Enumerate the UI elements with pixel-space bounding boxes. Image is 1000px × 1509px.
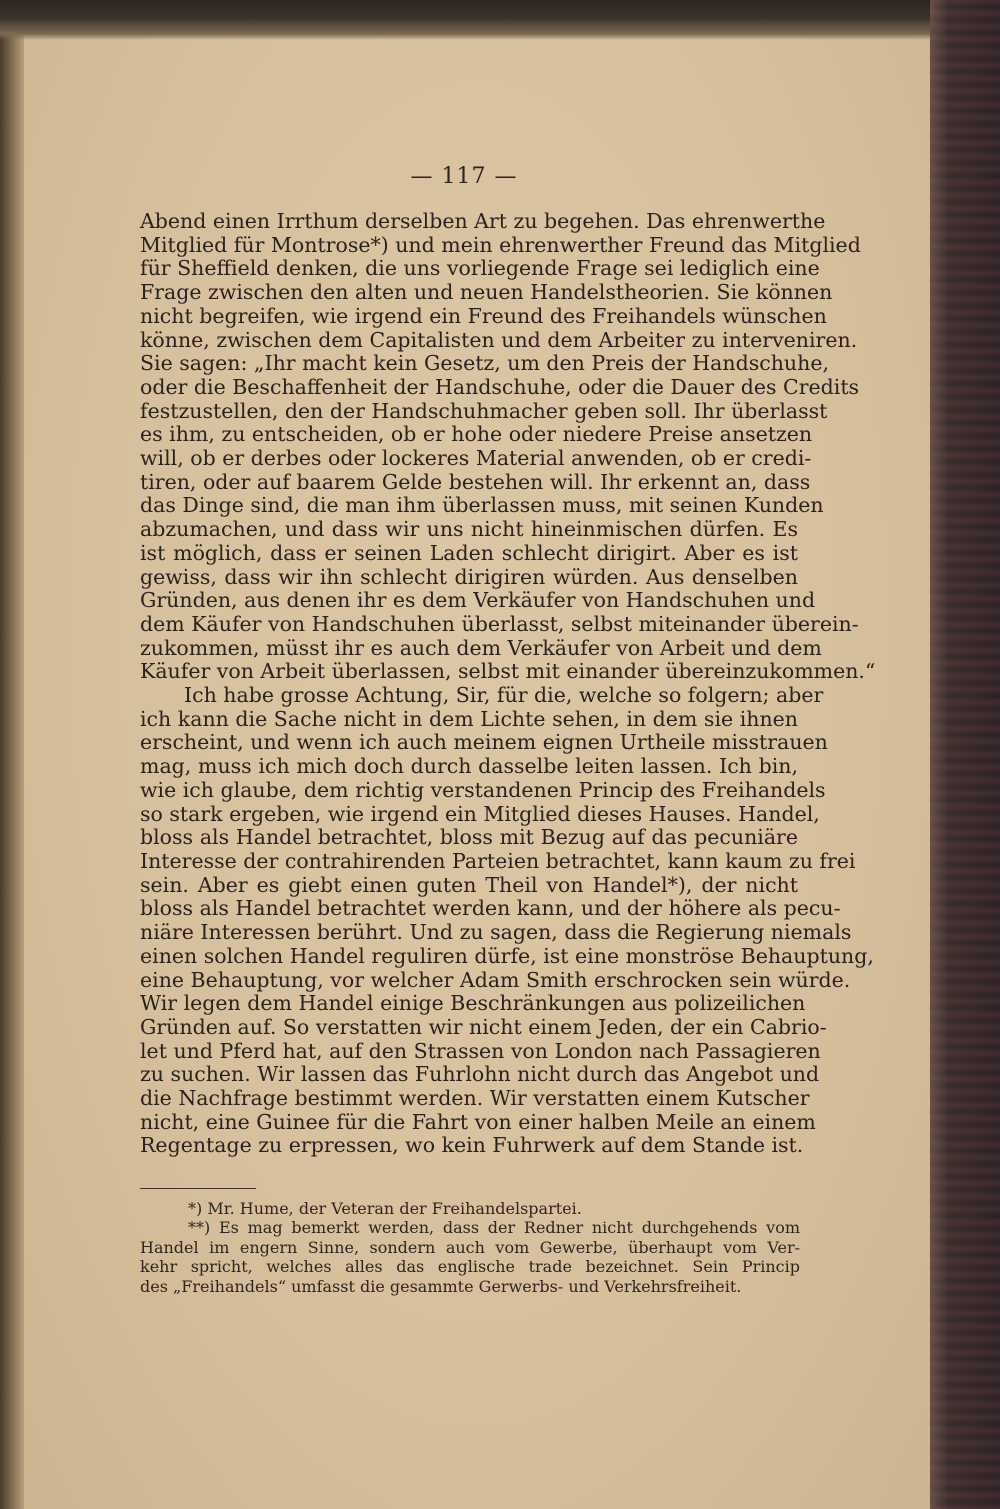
text-line: Käufer von Arbeit überlassen, selbst mit einander übereinzukommen.“ bbox=[140, 659, 876, 684]
text-line: einen solchen Handel reguliren dürfe, ist eine monströse Behauptung, bbox=[140, 943, 874, 968]
text-line: Gründen, aus denen ihr es dem Verkäufer von Handschuhen und bbox=[140, 588, 816, 613]
text-line: Regentage zu erpressen, wo kein Fuhrwerk auf dem Stande ist. bbox=[140, 1133, 804, 1158]
footnote-line: *) Mr. Hume, der Veteran der Freihandelspartei. bbox=[188, 1199, 582, 1218]
page-number: — 117 — bbox=[410, 164, 518, 189]
text-line: ich kann die Sache nicht in dem Lichte sehen, in dem sie ihnen bbox=[140, 706, 798, 731]
text-line: für Sheffield denken, die uns vorliegende Frage sei lediglich eine bbox=[140, 256, 820, 281]
text-line: erscheint, und wenn ich auch meinem eignen Urtheile misstrauen bbox=[140, 730, 828, 755]
text-line: bloss als Handel betrachtet werden kann, und der höhere als pecu- bbox=[140, 896, 841, 921]
text-line: wie ich glaube, dem richtig verstandenen Princip des Freihandels bbox=[140, 777, 826, 802]
text-line: zu suchen. Wir lassen das Fuhrlohn nicht durch das Angebot und bbox=[140, 1062, 820, 1087]
text-line: festzustellen, den der Handschuhmacher geben soll. Ihr überlasst bbox=[140, 398, 828, 423]
book-page bbox=[24, 30, 930, 1509]
text-line: let und Pferd hat, auf den Strassen von London nach Passagieren bbox=[140, 1038, 821, 1063]
text-line: tiren, oder auf baarem Gelde bestehen will. Ihr erkennt an, dass bbox=[140, 469, 811, 494]
top-binding-shadow bbox=[0, 0, 1000, 40]
text-line: bloss als Handel betrachtet, bloss mit Bezug auf das pecuniäre bbox=[140, 825, 798, 850]
text-line: niäre Interessen berührt. Und zu sagen, dass die Regierung niemals bbox=[140, 920, 852, 945]
text-line: ist möglich, dass er seinen Laden schlecht dirigirt. Aber es ist bbox=[140, 540, 798, 565]
text-line: eine Behauptung, vor welcher Adam Smith erschrocken sein würde. bbox=[140, 967, 851, 992]
text-line: die Nachfrage bestimmt werden. Wir verstatten einem Kutscher bbox=[140, 1086, 810, 1111]
text-line: Wir legen dem Handel einige Beschränkungen aus polizeilichen bbox=[140, 991, 806, 1016]
text-line: oder die Beschaffenheit der Handschuhe, oder die Dauer des Credits bbox=[140, 374, 860, 399]
footnote-divider bbox=[140, 1188, 256, 1189]
text-line: nicht, eine Guinee für die Fahrt von einer halben Meile an einem bbox=[140, 1109, 816, 1134]
text-line: Sie sagen: „Ihr macht kein Gesetz, um den Preis der Handschuhe, bbox=[140, 351, 829, 376]
footnote-line: **) Es mag bemerkt werden, dass der Redner nicht durchgehends vom bbox=[188, 1218, 800, 1238]
footnotes bbox=[140, 1199, 800, 1296]
text-line: abzumachen, und dass wir uns nicht hineinmischen dürfen. Es bbox=[140, 517, 798, 542]
text-line: Frage zwischen den alten und neuen Handelstheorien. Sie können bbox=[140, 280, 833, 305]
footnote-line: Handel im engern Sinne, sondern auch vom Gewerbe, überhaupt vom Ver- bbox=[140, 1237, 800, 1257]
text-line: Gründen auf. So verstatten wir nicht einem Jeden, der ein Cabrio- bbox=[140, 1014, 827, 1039]
footnote-line: des „Freihandels“ umfasst die gesammte Gerwerbs- und Verkehrsfreiheit. bbox=[140, 1276, 742, 1296]
text-line: es ihm, zu entscheiden, ob er hohe oder niedere Preise ansetzen bbox=[140, 422, 813, 447]
book-cover-edge bbox=[930, 0, 1000, 1509]
text-line: dem Käufer von Handschuhen überlasst, selbst miteinander überein- bbox=[140, 611, 859, 636]
text-line: zukommen, müsst ihr es auch dem Verkäufer von Arbeit und dem bbox=[140, 635, 822, 660]
footnote-line: kehr spricht, welches alles das englische trade bezeichnet. Sein Princip bbox=[140, 1257, 800, 1277]
text-line: Abend einen Irrthum derselben Art zu begehen. Das ehrenwerthe bbox=[140, 209, 826, 233]
text-line: nicht begreifen, wie irgend ein Freund des Freihandels wünschen bbox=[140, 303, 827, 328]
text-line: Mitglied für Montrose*) und mein ehrenwerther Freund das Mitglied bbox=[140, 232, 861, 257]
text-line: Ich habe grosse Achtung, Sir, für die, welche so folgern; aber bbox=[184, 683, 824, 708]
text-line: sein. Aber es giebt einen guten Theil von Handel*), der nicht bbox=[140, 872, 798, 897]
text-line: so stark ergeben, wie irgend ein Mitglied dieses Hauses. Handel, bbox=[140, 801, 820, 826]
text-line: gewiss, dass wir ihn schlecht dirigiren würden. Aus denselben bbox=[140, 564, 798, 589]
text-line: will, ob er derbes oder lockeres Material anwenden, ob er credi- bbox=[140, 446, 812, 471]
text-line: könne, zwischen dem Capitalisten und dem Arbeiter zu interveniren. bbox=[140, 327, 858, 352]
text-line: das Dinge sind, die man ihm überlassen muss, mit seinen Kunden bbox=[140, 493, 824, 518]
text-line: mag, muss ich mich doch durch dasselbe leiten lassen. Ich bin, bbox=[140, 754, 798, 779]
previous-page-edge bbox=[0, 30, 24, 1509]
body-text bbox=[140, 209, 876, 1158]
text-line: Interesse der contrahirenden Parteien betrachtet, kann kaum zu frei bbox=[140, 848, 856, 873]
